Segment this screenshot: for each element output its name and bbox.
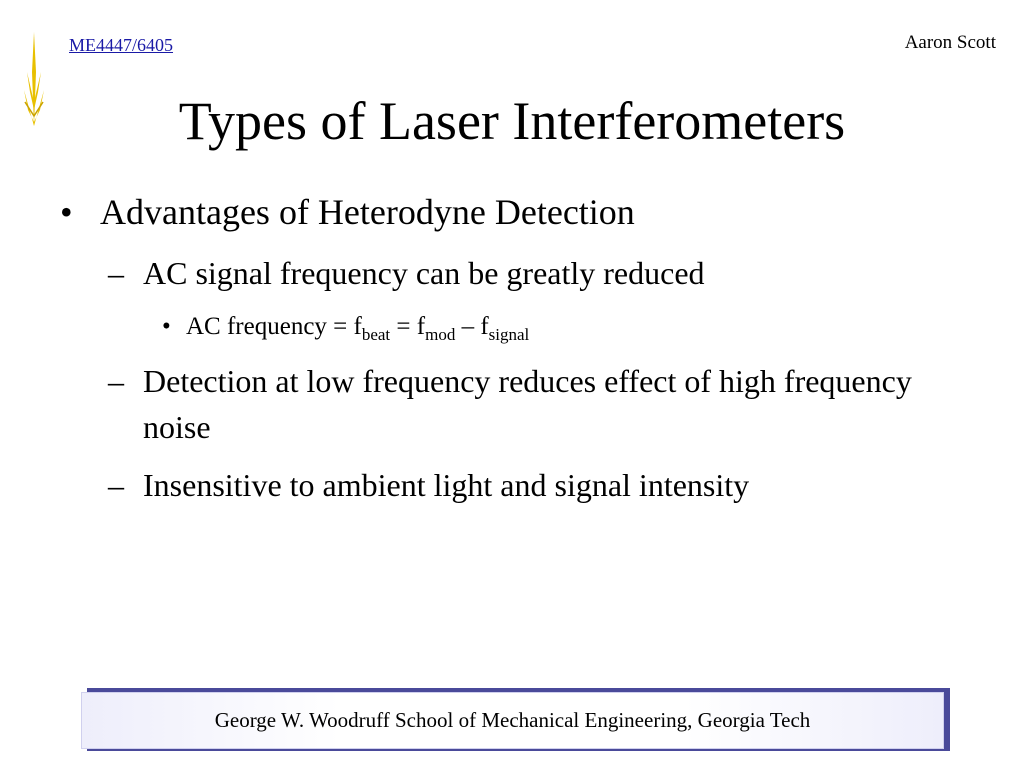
sub-bullet-3 <box>108 462 968 508</box>
author-name: Aaron Scott <box>904 32 996 53</box>
dash-marker: – <box>108 255 124 291</box>
dash-marker: – <box>108 467 124 503</box>
bullet-main-text: Advantages of Heterodyne Detection <box>100 192 635 232</box>
course-code[interactable]: ME4447/6405 <box>69 35 174 55</box>
sub-bullet-3-text: Insensitive to ambient light and signal intensity <box>143 467 750 503</box>
bullet-dot-small: • <box>162 313 171 340</box>
bullet-dot: • <box>60 192 73 232</box>
formula-text: AC frequency = $f_{beat} = f_{mod} - f_{signal}$ <box>186 313 530 344</box>
footer-banner: George W. Woodruff School of Mechanical Engineering, Georgia Tech <box>81 692 944 749</box>
sub-bullet-2 <box>108 358 968 450</box>
sub-bullet-1 <box>108 250 968 296</box>
slide-title: Types of Laser Interferometers <box>178 91 846 151</box>
formula-bullet <box>162 310 529 344</box>
dash-marker: – <box>108 363 124 399</box>
sub-bullet-1-text: AC signal frequency can be greatly reduced <box>143 255 705 291</box>
sub-bullet-2-text: Detection at low frequency reduces effect of high frequency noise <box>143 363 912 445</box>
